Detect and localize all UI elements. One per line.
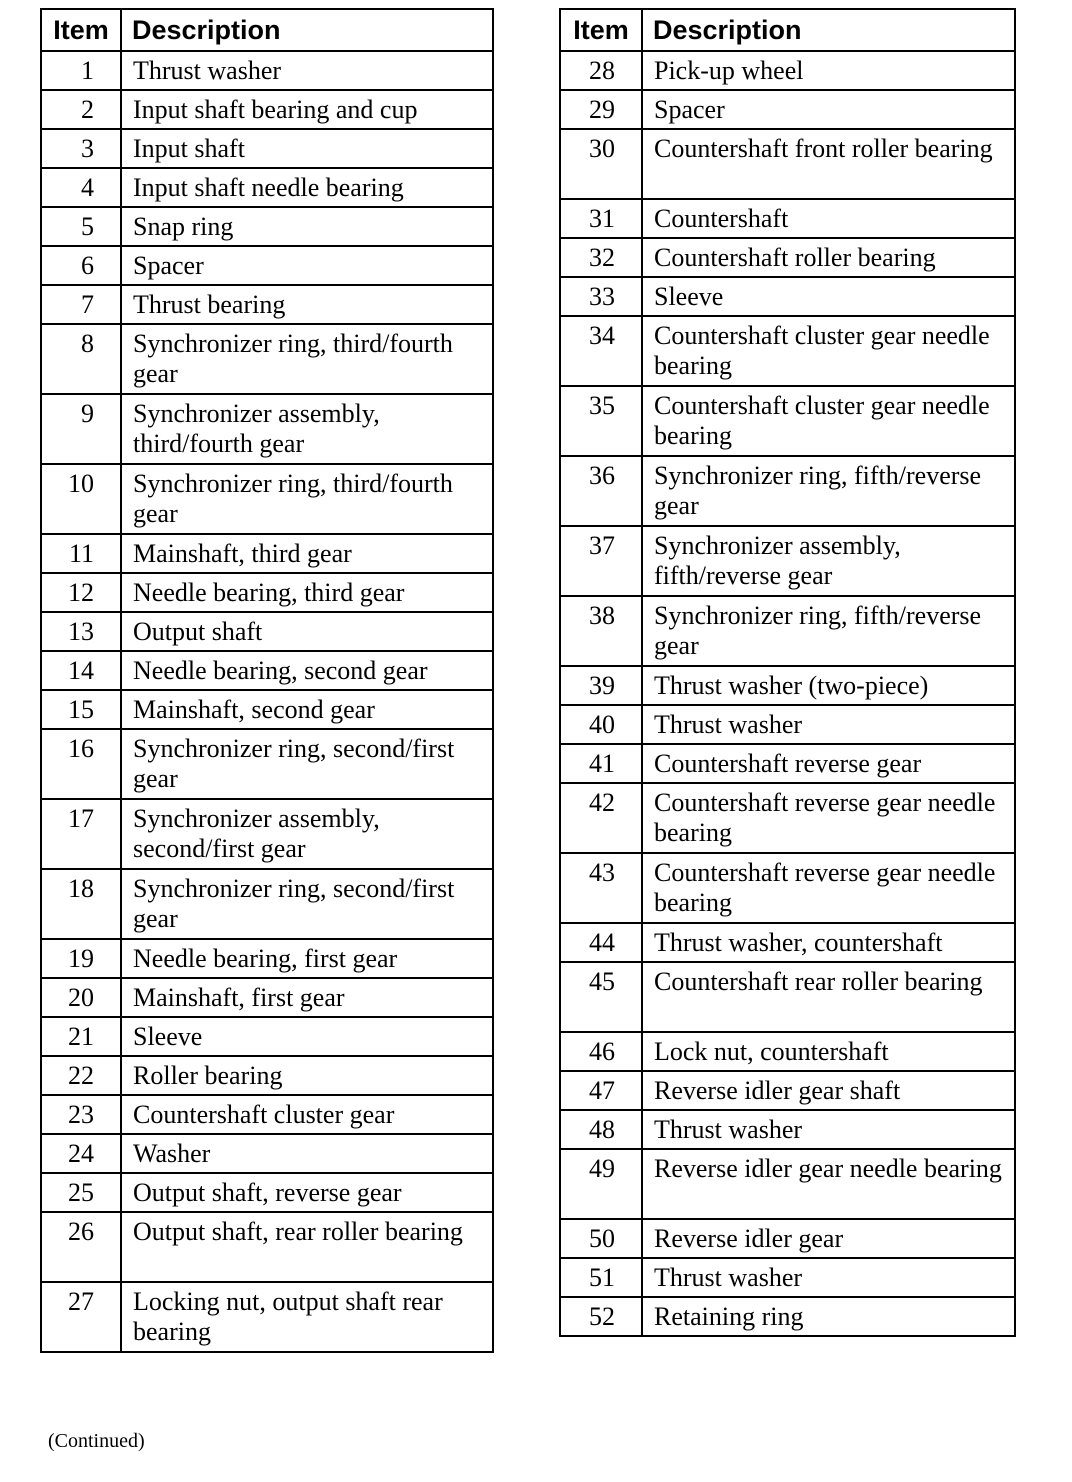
item-number: 35 [560,386,642,456]
item-number: 8 [41,324,121,394]
item-number: 31 [560,199,642,238]
table-row [41,324,493,394]
item-description: Roller bearing [121,1056,493,1095]
item-number: 11 [41,534,121,573]
table-row [560,526,1015,596]
table-row [41,1134,493,1173]
table-row [560,1032,1015,1071]
table-row [560,386,1015,456]
item-description: Countershaft roller bearing [642,238,1015,277]
item-description: Spacer [121,246,493,285]
table-row [41,1095,493,1134]
item-number: 22 [41,1056,121,1095]
table-row [560,666,1015,705]
table-row [41,869,493,939]
description-column-header: Description [642,9,1015,51]
item-description: Reverse idler gear [642,1219,1015,1258]
item-number: 9 [41,394,121,464]
table-row [560,456,1015,526]
item-description: Mainshaft, third gear [121,534,493,573]
item-number: 21 [41,1017,121,1056]
item-number: 13 [41,612,121,651]
item-number: 44 [560,923,642,962]
item-number: 48 [560,1110,642,1149]
item-number: 46 [560,1032,642,1071]
item-number: 23 [41,1095,121,1134]
table-row [560,783,1015,853]
item-description: Locking nut, output shaft rear bearing [121,1282,493,1352]
item-description: Synchronizer ring, third/fourth gear [121,464,493,534]
item-description: Sleeve [121,1017,493,1056]
item-description: Countershaft front roller bearing [642,129,1015,199]
table-row [41,978,493,1017]
item-description: Snap ring [121,207,493,246]
item-description: Spacer [642,90,1015,129]
item-column-header: Item [560,9,642,51]
item-description: Sleeve [642,277,1015,316]
item-number: 7 [41,285,121,324]
item-description: Reverse idler gear shaft [642,1071,1015,1110]
item-description: Countershaft reverse gear needle bearing [642,853,1015,923]
item-number: 50 [560,1219,642,1258]
item-number: 2 [41,90,121,129]
table-row [560,853,1015,923]
item-number: 52 [560,1297,642,1336]
item-number: 3 [41,129,121,168]
header-row [560,9,1015,51]
item-number: 24 [41,1134,121,1173]
item-description: Needle bearing, third gear [121,573,493,612]
item-description: Needle bearing, second gear [121,651,493,690]
item-number: 27 [41,1282,121,1352]
item-description: Input shaft needle bearing [121,168,493,207]
parts-table-left [40,8,494,1353]
item-description: Synchronizer assembly, second/first gear [121,799,493,869]
item-description: Needle bearing, first gear [121,939,493,978]
table-row [41,285,493,324]
table-row [560,923,1015,962]
item-number: 17 [41,799,121,869]
table-row [560,962,1015,1032]
item-description: Reverse idler gear needle bearing [642,1149,1015,1219]
item-number: 5 [41,207,121,246]
table-row [560,129,1015,199]
item-number: 20 [41,978,121,1017]
item-number: 34 [560,316,642,386]
table-row [41,1056,493,1095]
item-description: Countershaft reverse gear [642,744,1015,783]
item-number: 4 [41,168,121,207]
item-description: Thrust bearing [121,285,493,324]
item-number: 18 [41,869,121,939]
item-number: 40 [560,705,642,744]
item-number: 47 [560,1071,642,1110]
item-description: Washer [121,1134,493,1173]
table-row [560,1297,1015,1336]
table-row [560,199,1015,238]
item-number: 41 [560,744,642,783]
item-description: Output shaft [121,612,493,651]
item-description: Thrust washer [642,1110,1015,1149]
item-number: 19 [41,939,121,978]
table-row [41,90,493,129]
item-number: 29 [560,90,642,129]
item-description: Synchronizer ring, second/first gear [121,869,493,939]
item-description: Thrust washer, countershaft [642,923,1015,962]
item-description: Pick-up wheel [642,51,1015,90]
item-number: 45 [560,962,642,1032]
table-row [560,51,1015,90]
parts-table-right [559,8,1016,1337]
item-description: Synchronizer ring, second/first gear [121,729,493,799]
table-row [41,129,493,168]
table-row [41,464,493,534]
item-number: 37 [560,526,642,596]
item-description: Output shaft, reverse gear [121,1173,493,1212]
table-row [560,596,1015,666]
item-description: Countershaft cluster gear [121,1095,493,1134]
table-row [560,316,1015,386]
continued-note: (Continued) [48,1430,145,1452]
item-number: 12 [41,573,121,612]
table-row [41,612,493,651]
item-number: 39 [560,666,642,705]
table-row [41,1282,493,1352]
item-number: 25 [41,1173,121,1212]
item-number: 51 [560,1258,642,1297]
item-description: Countershaft reverse gear needle bearing [642,783,1015,853]
table-row [41,394,493,464]
table-row [41,1212,493,1282]
item-number: 42 [560,783,642,853]
table-row [41,207,493,246]
item-description: Countershaft cluster gear needle bearing [642,386,1015,456]
item-number: 49 [560,1149,642,1219]
table-row [41,51,493,90]
item-number: 6 [41,246,121,285]
item-description: Mainshaft, first gear [121,978,493,1017]
item-description: Synchronizer assembly, fifth/reverse gear [642,526,1015,596]
item-description: Input shaft [121,129,493,168]
item-description: Synchronizer ring, third/fourth gear [121,324,493,394]
table-row [41,651,493,690]
table-row [560,1071,1015,1110]
item-number: 1 [41,51,121,90]
item-number: 15 [41,690,121,729]
item-number: 26 [41,1212,121,1282]
item-column-header: Item [41,9,121,51]
item-number: 32 [560,238,642,277]
item-description: Synchronizer ring, fifth/reverse gear [642,456,1015,526]
table-row [41,1017,493,1056]
item-description: Thrust washer (two-piece) [642,666,1015,705]
item-number: 36 [560,456,642,526]
item-description: Thrust washer [642,705,1015,744]
item-description: Countershaft rear roller bearing [642,962,1015,1032]
item-description: Synchronizer ring, fifth/reverse gear [642,596,1015,666]
item-description: Synchronizer assembly, third/fourth gear [121,394,493,464]
table-row [41,799,493,869]
table-row [560,1110,1015,1149]
table-row [41,939,493,978]
item-number: 43 [560,853,642,923]
item-description: Lock nut, countershaft [642,1032,1015,1071]
parts-table-right-body [560,51,1015,1336]
table-row [41,690,493,729]
table-row [41,168,493,207]
item-description: Countershaft [642,199,1015,238]
item-description: Thrust washer [121,51,493,90]
table-row [560,238,1015,277]
table-row [560,1219,1015,1258]
header-row [41,9,493,51]
item-description: Countershaft cluster gear needle bearing [642,316,1015,386]
item-number: 38 [560,596,642,666]
table-row [560,705,1015,744]
table-row [41,246,493,285]
item-description: Mainshaft, second gear [121,690,493,729]
item-description: Input shaft bearing and cup [121,90,493,129]
item-number: 28 [560,51,642,90]
table-row [560,744,1015,783]
item-number: 16 [41,729,121,799]
table-row [560,277,1015,316]
item-description: Retaining ring [642,1297,1015,1336]
parts-table-left-body [41,51,493,1352]
table-row [41,1173,493,1212]
table-row [41,534,493,573]
item-description: Output shaft, rear roller bearing [121,1212,493,1282]
table-row [41,573,493,612]
table-row [560,1258,1015,1297]
item-number: 14 [41,651,121,690]
table-row [41,729,493,799]
item-number: 33 [560,277,642,316]
item-description: Thrust washer [642,1258,1015,1297]
item-number: 30 [560,129,642,199]
table-row [560,1149,1015,1219]
description-column-header: Description [121,9,493,51]
table-row [560,90,1015,129]
item-number: 10 [41,464,121,534]
